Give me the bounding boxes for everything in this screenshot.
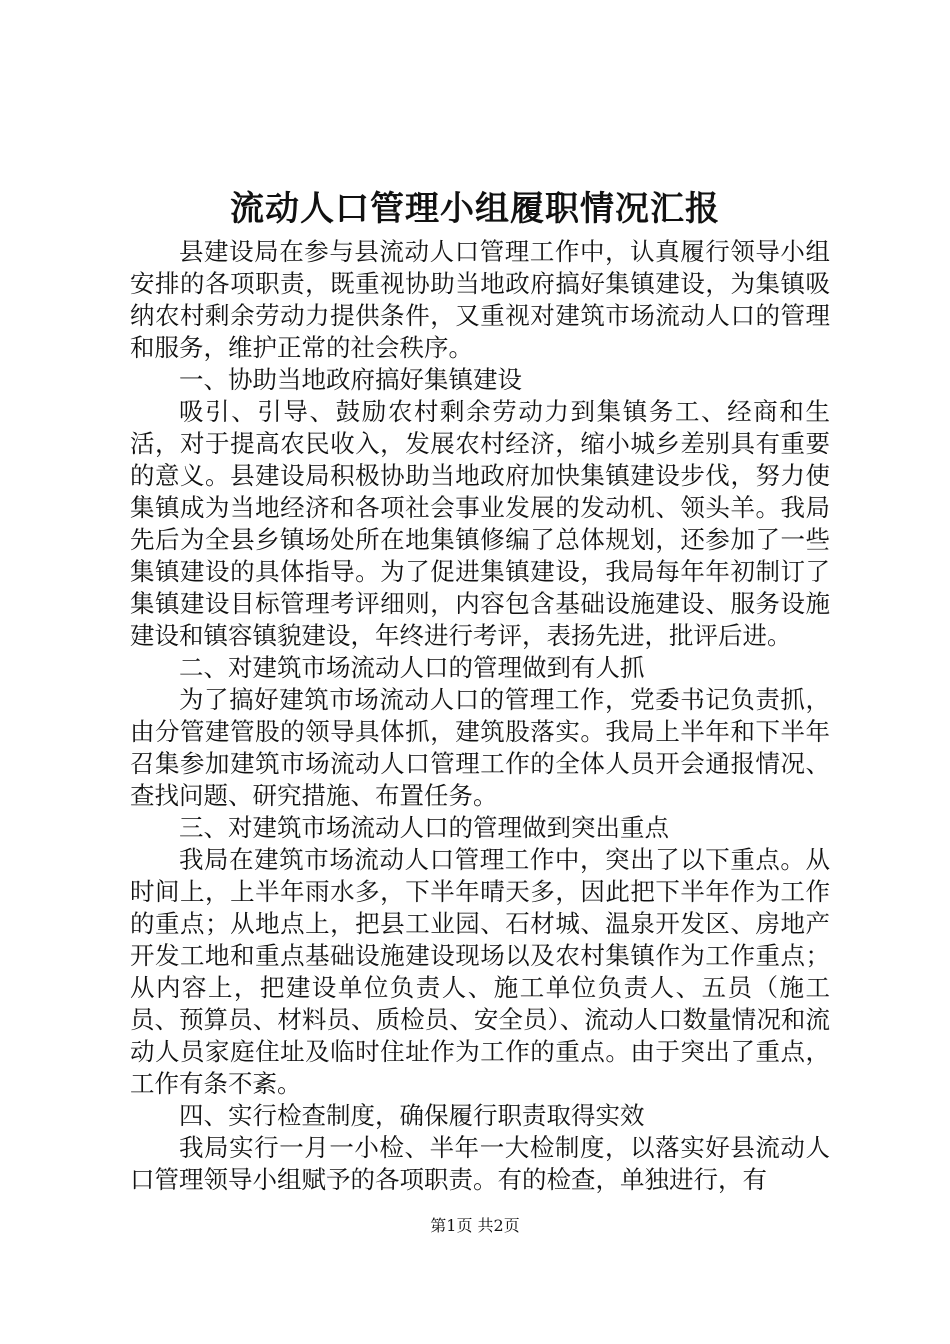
- paragraph-section-1: 吸引、引导、鼓励农村剩余劳动力到集镇务工、经商和生活，对于提高农民收入，发展农村经济，缩小城乡差别具有重要的意义。县建设局积极协助当地政府加快集镇建设步伐，努力使集镇成为当地经济和各项社会事业发展的发动机、领头羊。我局先后为全县乡镇场处所在地集镇修编了总体规划，还参加了一些集镇建设的具体指导。为了促进集镇建设，我局每年年初制订了集镇建设目标管理考评细则，内容包含基础设施建设、服务设施建设和镇容镇貌建设，年终进行考评，表扬先进，批评后进。: [130, 397, 830, 650]
- section-heading-2: 二、对建筑市场流动人口的管理做到有人抓: [179, 653, 645, 682]
- paragraph-intro: 县建设局在参与县流动人口管理工作中，认真履行领导小组安排的各项职责，既重视协助当地政府搞好集镇建设，为集镇吸纳农村剩余劳动力提供条件，又重视对建筑市场流动人口的管理和服务，维护正常的社会秩序。: [130, 237, 830, 362]
- page-number-footer: 第1页 共2页: [430, 1216, 520, 1235]
- document-body: [130, 236, 830, 1196]
- section-heading-4: 四、实行检查制度，确保履行职责取得实效: [179, 1101, 645, 1130]
- section-heading-3: 三、对建筑市场流动人口的管理做到突出重点: [179, 813, 669, 842]
- paragraph-section-4: 我局实行一月一小检、半年一大检制度，以落实好县流动人口管理领导小组赋予的各项职责。有的检查，单独进行，有: [130, 1133, 830, 1194]
- paragraph-section-3: 我局在建筑市场流动人口管理工作中，突出了以下重点。从时间上，上半年雨水多，下半年晴天多，因此把下半年作为工作的重点；从地点上，把县工业园、石材城、温泉开发区、房地产开发工地和重点基础设施建设现场以及农村集镇作为工作重点；从内容上，把建设单位负责人、施工单位负责人、五员（施工员、预算员、材料员、质检员、安全员）、流动人口数量情况和流动人员家庭住址及临时住址作为工作的重点。由于突出了重点，工作有条不紊。: [130, 845, 830, 1098]
- paragraph-section-2: 为了搞好建筑市场流动人口的管理工作，党委书记负责抓，由分管建管股的领导具体抓，建筑股落实。我局上半年和下半年召集参加建筑市场流动人口管理工作的全体人员开会通报情况、查找问题、研究措施、布置任务。: [130, 685, 830, 810]
- section-heading-1: 一、协助当地政府搞好集镇建设: [179, 365, 522, 394]
- document-title: 流动人口管理小组履职情况汇报: [230, 189, 720, 229]
